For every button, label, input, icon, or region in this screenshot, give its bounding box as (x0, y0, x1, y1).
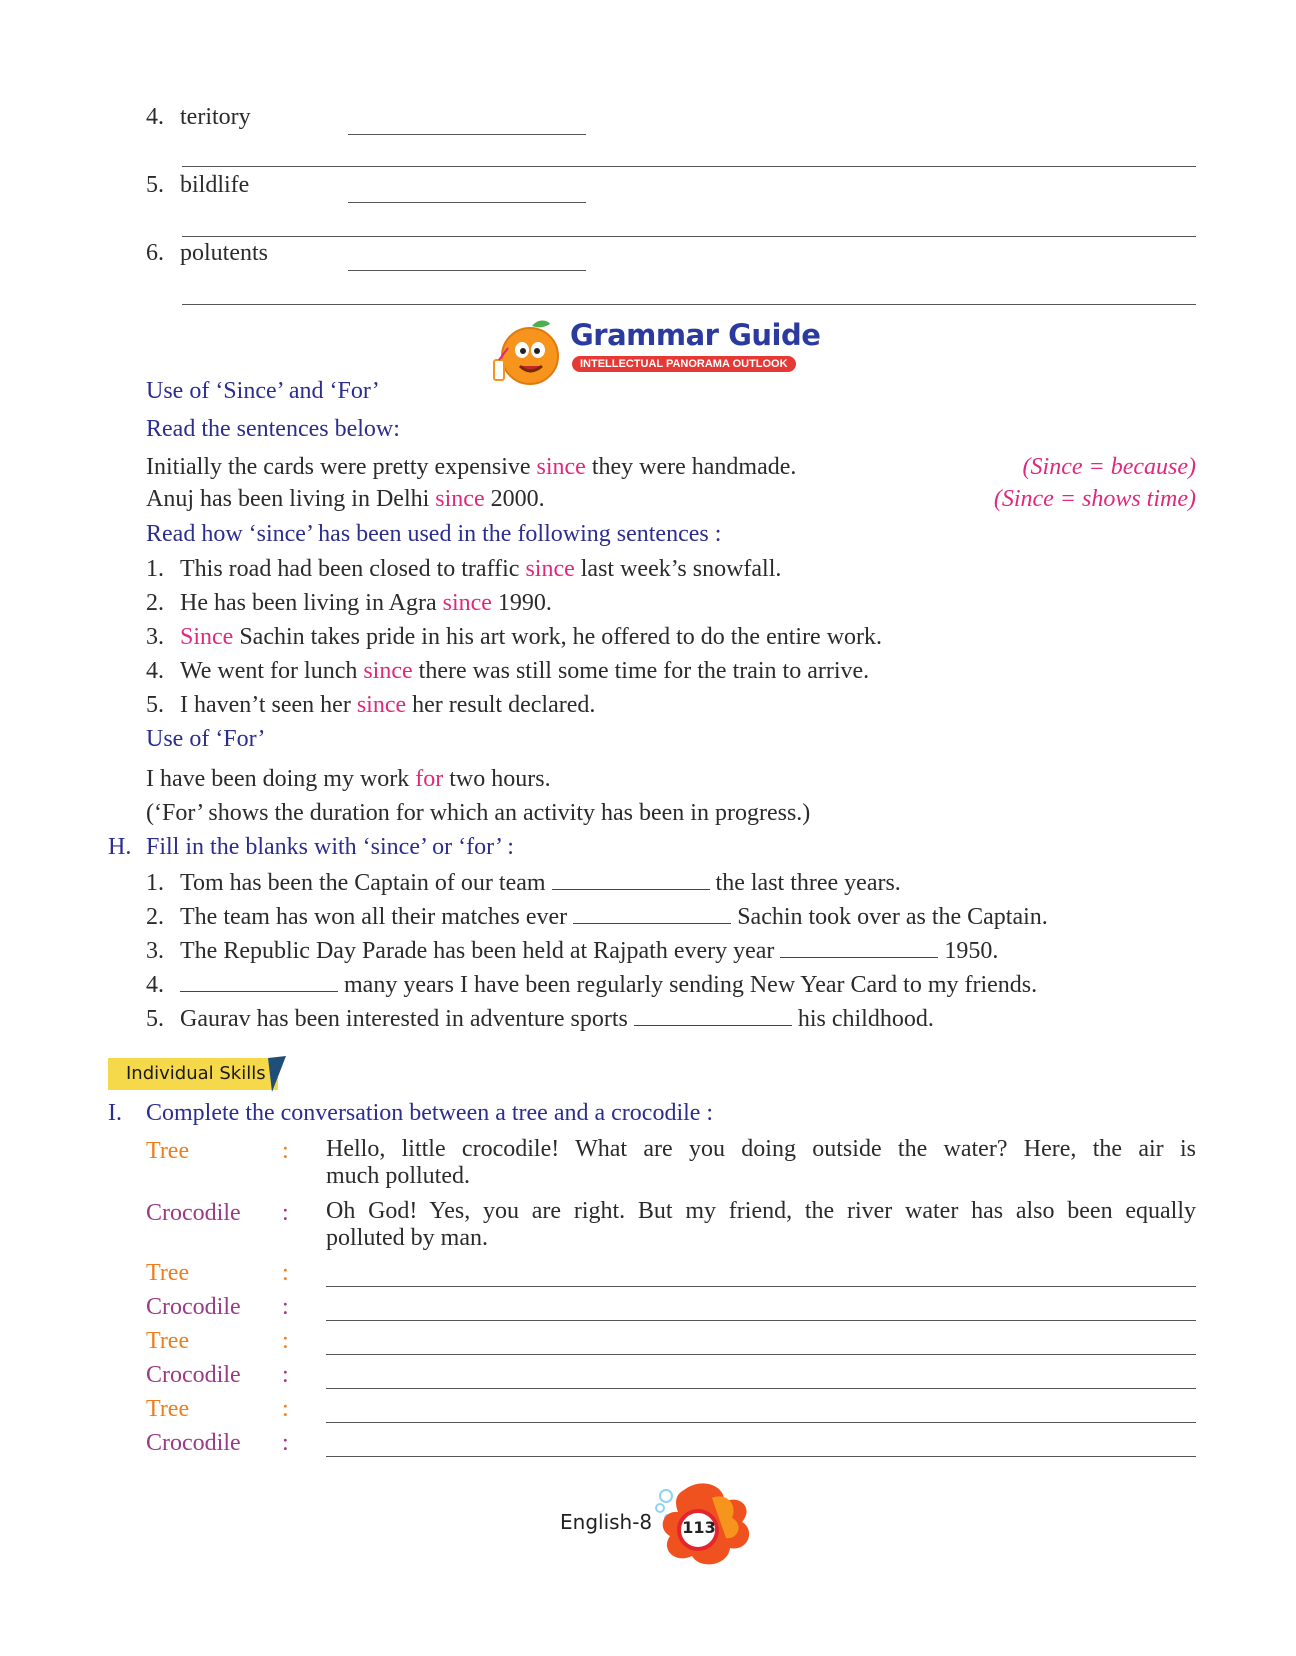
grammar-guide-logo (488, 318, 821, 388)
speaker-crocodile: Crocodile (146, 1200, 241, 1226)
dialogue-answer-line[interactable] (326, 1320, 1196, 1321)
dialogue-answer-line[interactable] (326, 1388, 1196, 1389)
speaker-colon: : (282, 1260, 289, 1286)
speaker-colon: : (282, 1200, 289, 1226)
speaker-colon: : (282, 1430, 289, 1456)
example-note: (Since = shows time) (993, 486, 1196, 512)
misspelled-word: polutents (180, 240, 268, 266)
long-answer-line[interactable] (182, 304, 1196, 305)
keyword: since (435, 486, 485, 512)
example-sentence: I have been doing my work for two hours. (146, 766, 551, 792)
subheading: Read how ‘since’ has been used in the following sentences : (146, 521, 722, 547)
dialogue-answer-line[interactable] (326, 1456, 1196, 1457)
keyword: since (356, 692, 407, 718)
speaker-colon: : (282, 1396, 289, 1422)
fill-blank-item: 4. many years I have been regularly sending New Year Card to my friends. (146, 972, 1038, 998)
keyword: for (415, 766, 444, 792)
dialogue-answer-line[interactable] (326, 1286, 1196, 1287)
short-answer-line[interactable] (348, 270, 586, 271)
answer-blank[interactable] (780, 937, 938, 958)
dialogue-answer-line[interactable] (326, 1354, 1196, 1355)
explanation-note: (‘For’ shows the duration for which an activity has been in progress.) (146, 800, 811, 826)
exercise-title: Fill in the blanks with ‘since’ or ‘for’ : (146, 834, 514, 860)
speaker-crocodile: Crocodile (146, 1430, 241, 1456)
list-item: 2. He has been living in Agra since 1990. (146, 590, 552, 616)
speaker-colon: : (282, 1294, 289, 1320)
list-item: 4. We went for lunch since there was still some time for the train to arrive. (146, 658, 870, 684)
page-number: 113 (682, 1518, 716, 1537)
list-item: 5. I haven’t seen her since her result declared. (146, 692, 596, 718)
list-item: 1. This road had been closed to traffic since last week’s snowfall. (146, 556, 782, 582)
exercise-letter: I. (108, 1100, 122, 1126)
fill-blank-item: 5. Gaurav has been interested in adventure sports his childhood. (146, 1006, 934, 1032)
example-sentence: Initially the cards were pretty expensive since they were handmade. (146, 454, 797, 480)
speaker-crocodile: Crocodile (146, 1294, 241, 1320)
footer-book-title: English-8 (560, 1510, 653, 1534)
misspelled-word: teritory (180, 104, 251, 130)
example-note: (Since = because) (1022, 454, 1196, 480)
dialogue-text: Hello, little crocodile! What are you doing outside the water? Here, the air is much polluted. (326, 1136, 1196, 1189)
answer-blank[interactable] (634, 1005, 792, 1026)
exercise-letter: H. (108, 834, 132, 860)
fill-blank-item: 1. Tom has been the Captain of our team the last three years. (146, 870, 901, 896)
speaker-tree: Tree (146, 1328, 190, 1354)
section-heading: Use of ‘Since’ and ‘For’ (146, 378, 380, 404)
answer-blank[interactable] (552, 869, 710, 890)
misspelled-word: bildlife (180, 172, 250, 198)
dialogue-text: Oh God! Yes, you are right. But my friend, the river water has also been equally polluted by man. (326, 1198, 1196, 1251)
short-answer-line[interactable] (348, 134, 586, 135)
tag-corner-icon (268, 1056, 288, 1092)
subheading: Read the sentences below: (146, 416, 400, 442)
spelling-item (146, 170, 249, 200)
speaker-colon: : (282, 1362, 289, 1388)
fill-blank-item: 3. The Republic Day Parade has been held at Rajpath every year 1950. (146, 938, 999, 964)
short-answer-line[interactable] (348, 202, 586, 203)
subheading: Use of ‘For’ (146, 726, 266, 752)
keyword: since (525, 556, 575, 582)
item-number: 5. (146, 172, 164, 198)
keyword: since (442, 590, 492, 616)
logo-title: Grammar Guide (570, 318, 821, 352)
keyword: since (536, 454, 586, 480)
spelling-item (146, 238, 268, 268)
tag-label: Individual Skills (108, 1058, 278, 1090)
speaker-colon: : (282, 1138, 289, 1164)
answer-blank[interactable] (573, 903, 731, 924)
speaker-crocodile: Crocodile (146, 1362, 241, 1388)
speaker-tree: Tree (146, 1396, 190, 1422)
speaker-colon: : (282, 1328, 289, 1354)
logo-subtitle: INTELLECTUAL PANORAMA OUTLOOK (572, 356, 796, 372)
speaker-tree: Tree (146, 1138, 190, 1164)
fill-blank-item: 2. The team has won all their matches ever Sachin took over as the Captain. (146, 904, 1048, 930)
list-item: 3. Since Sachin takes pride in his art work, he offered to do the entire work. (146, 624, 883, 650)
answer-blank[interactable] (180, 971, 338, 992)
keyword: Since (180, 624, 234, 650)
keyword: since (363, 658, 413, 684)
exercise-title: Complete the conversation between a tree and a crocodile : (146, 1100, 714, 1126)
orange-mascot-icon (488, 318, 568, 388)
example-sentence: Anuj has been living in Delhi since 2000. (146, 486, 545, 512)
long-answer-line[interactable] (182, 166, 1196, 167)
spelling-item (146, 102, 251, 132)
long-answer-line[interactable] (182, 236, 1196, 237)
speaker-tree: Tree (146, 1260, 190, 1286)
item-number: 4. (146, 104, 164, 130)
item-number: 6. (146, 240, 164, 266)
dialogue-answer-line[interactable] (326, 1422, 1196, 1423)
